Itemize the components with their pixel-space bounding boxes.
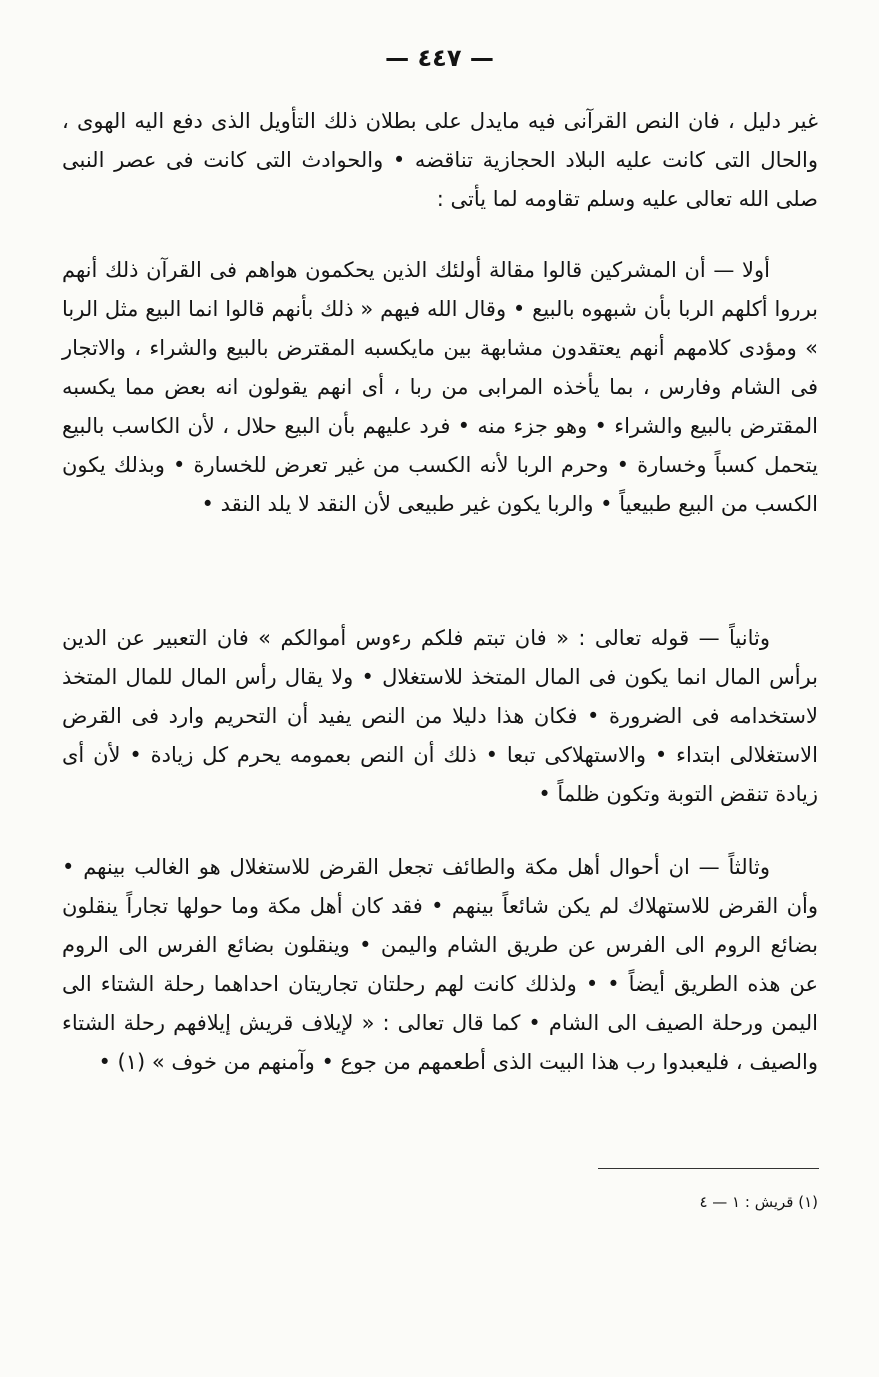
paragraph-intro: غير دليل ، فان النص القرآنى فيه مايدل على بطلان ذلك التأويل الذى دفع اليه الهوى ، والحال التى كانت عليه البلاد الحجازية تناقضه • والحوادث التى كانت فى عصر النبى صلى الله تعالى عليه وسلم تقاومه لما يأتى : (62, 109, 818, 211)
paragraph-first-point: أولا — أن المشركين قالوا مقالة أولئك الذين يحكمون هواهم فى القرآن ذلك أنهم برروا أكلهم الربا بأن شبهوه بالبيع • وقال الله فيهم « ذلك بأنهم قالوا انما البيع مثل الربا » ومؤدى كلامهم أنهم يعتقدون مشابهة بين مايكسبه المقترض بالبيع والشراء ، والاتجار فى الشام وفارس ، بما يأخذه المرابى من ربا ، أى انهم يقولون انه بعض مما يكسبه المقترض بالبيع والشراء • وهو جزء منه • فرد عليهم بأن البيع حلال ، لأن الكاسب بالبيع يتحمل كسباً وخسارة • وحرم الربا لأنه الكسب من غير تعرض للخسارة • وبذلك يكون الكسب من البيع طبيعياً • والربا يكون غير طبيعى لأن النقد لا يلد النقد • (62, 258, 818, 516)
footnote: (١) قريش : ١ — ٤ (699, 1193, 818, 1211)
footnote-separator (598, 1168, 819, 1169)
paragraph-third-point: وثالثاً — ان أحوال أهل مكة والطائف تجعل القرض للاستغلال هو الغالب بينهم • وأن القرض للاستهلاك لم يكن شائعاً بينهم • فقد كان أهل مكة وما حولها تجاراً ينقلون بضائع الروم الى الفرس عن طريق الشام واليمن • وينقلون بضائع الفرس الى الروم عن هذه الطريق أيضاً • • ولذلك كانت لهم رحلتان تجاريتان احداهما رحلة الشتاء الى اليمن ورحلة الصيف الى الشام • كما قال تعالى : « لإيلاف قريش إيلافهم رحلة الشتاء والصيف ، فليعبدوا رب هذا البيت الذى أطعمهم من جوع • وآمنهم من خوف » (١) • (62, 855, 818, 1074)
paragraph-second-point: وثانياً — قوله تعالى : « فان تبتم فلكم رءوس أموالكم » فان التعبير عن الدين برأس المال انما يكون فى المال المتخذ للاستغلال • ولا يقال رأس المال للمال المتخذ لاستخدامه فى الضرورة • فكان هذا دليلا من النص يفيد أن التحريم وارد فى القرض الاستغلالى ابتداء • والاستهلاكى تبعا • ذلك أن النص بعمومه يحرم كل زيادة • لأن أى زيادة تنقض التوبة وتكون ظلماً • (62, 626, 818, 806)
page-number: — ٤٤٧ — (385, 44, 494, 72)
